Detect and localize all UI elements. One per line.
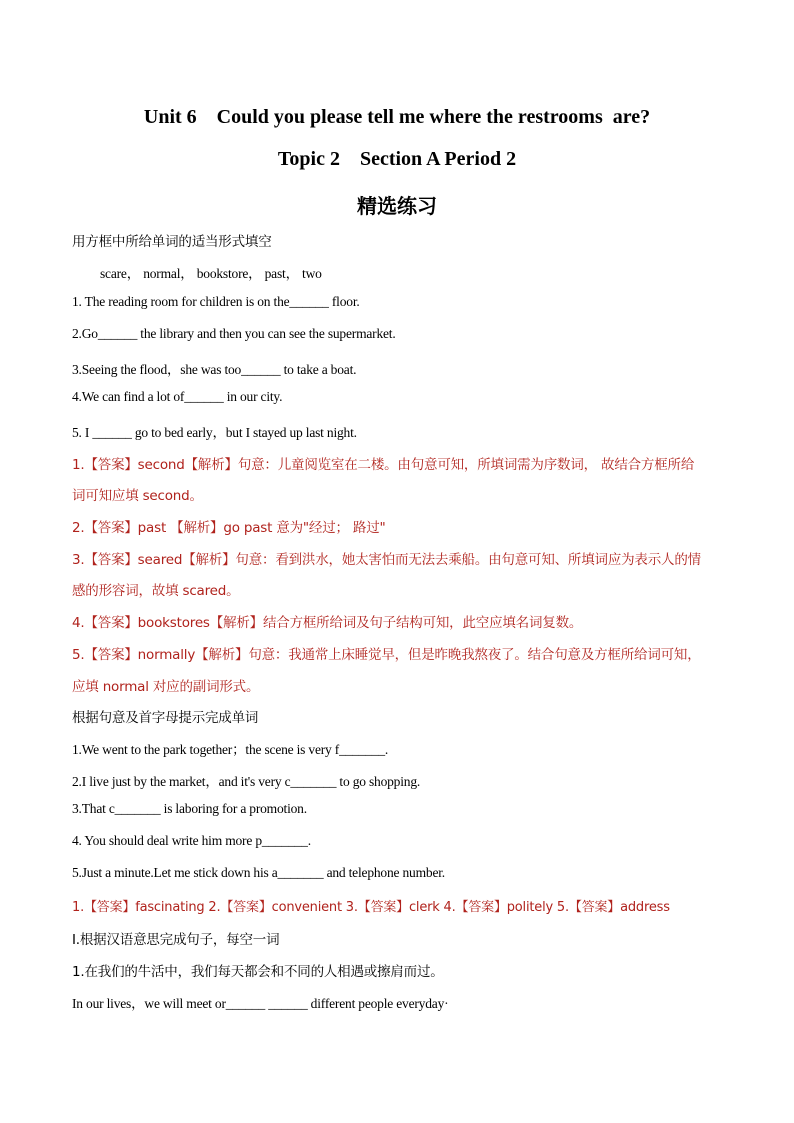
answer-1-1-cont: 词可知应填 second。 — [72, 488, 203, 504]
word-box: scare， normal， bookstore， past， two — [100, 266, 322, 281]
question-2-5: 5.Just a minute.Let me stick down his a_______ and telephone number. — [72, 865, 445, 880]
question-1-4: 4.We can find a lot of______ in our city. — [72, 389, 283, 404]
question-2-1: 1.We went to the park together；the scene is very f_______. — [72, 742, 389, 757]
answer-1-1: 1.【答案】second【解析】句意：儿童阅览室在二楼。由句意可知，所填词需为序数词， 故结合方框所给 — [72, 457, 695, 473]
answer-1-3-cont: 感的形容词，故填 scared。 — [72, 583, 240, 599]
question-1-3: 3.Seeing the flood，she was too______ to take a boat. — [72, 362, 357, 377]
answer-1-5-cont: 应填 normal 对应的副词形式。 — [72, 679, 260, 695]
question-2-3: 3.That c_______ is laboring for a promotion. — [72, 801, 307, 816]
topic-title: Topic 2 Section A Period 2 — [277, 148, 517, 170]
question-1-5: 5. I ______ go to bed early，but I stayed up last night. — [72, 425, 357, 440]
question-1-1: 1. The reading room for children is on the______ floor. — [72, 294, 360, 309]
section2-instruction: 根据句意及首字母提示完成单词 — [72, 710, 259, 726]
section3-instruction: Ⅰ.根据汉语意思完成句子，每空一词 — [72, 932, 280, 948]
question-1-2: 2.Go______ the library and then you can see the supermarket. — [72, 326, 396, 341]
section-subtitle: 精选练习 — [357, 194, 437, 218]
answer-1-5: 5.【答案】normally【解析】句意：我通常上床睡觉早，但是昨晚我熬夜了。结合句意及方框所给词可知， — [72, 647, 701, 663]
question-2-2: 2.I live just by the market，and it's very c_______ to go shopping. — [72, 774, 421, 789]
answer-1-2: 2.【答案】past 【解析】go past 意为"经过； 路过" — [72, 520, 386, 536]
answer-1-3: 3.【答案】seared【解析】句意：看到洪水，她太害怕而无法去乘船。由句意可知、所填词应为表示人的情 — [72, 552, 701, 568]
question-3-1-english: In our lives，we will meet or______ ______ different people everyday· — [72, 996, 449, 1011]
answer-1-4: 4.【答案】bookstores【解析】结合方框所给词及句子结构可知，此空应填名词复数。 — [72, 615, 583, 631]
section1-instruction: 用方框中所给单词的适当形式填空 — [72, 234, 272, 250]
answers-2: 1.【答案】fascinating 2.【答案】convenient 3.【答案】clerk 4.【答案】politely 5.【答案】address — [72, 900, 670, 915]
question-2-4: 4. You should deal write him more p_______. — [72, 833, 311, 848]
question-3-1-chinese: 1.在我们的牛活中，我们每天都会和不同的人相遇或擦肩而过。 — [72, 964, 444, 980]
unit-title: Unit 6 Could you please tell me where the restrooms are? — [143, 106, 651, 128]
